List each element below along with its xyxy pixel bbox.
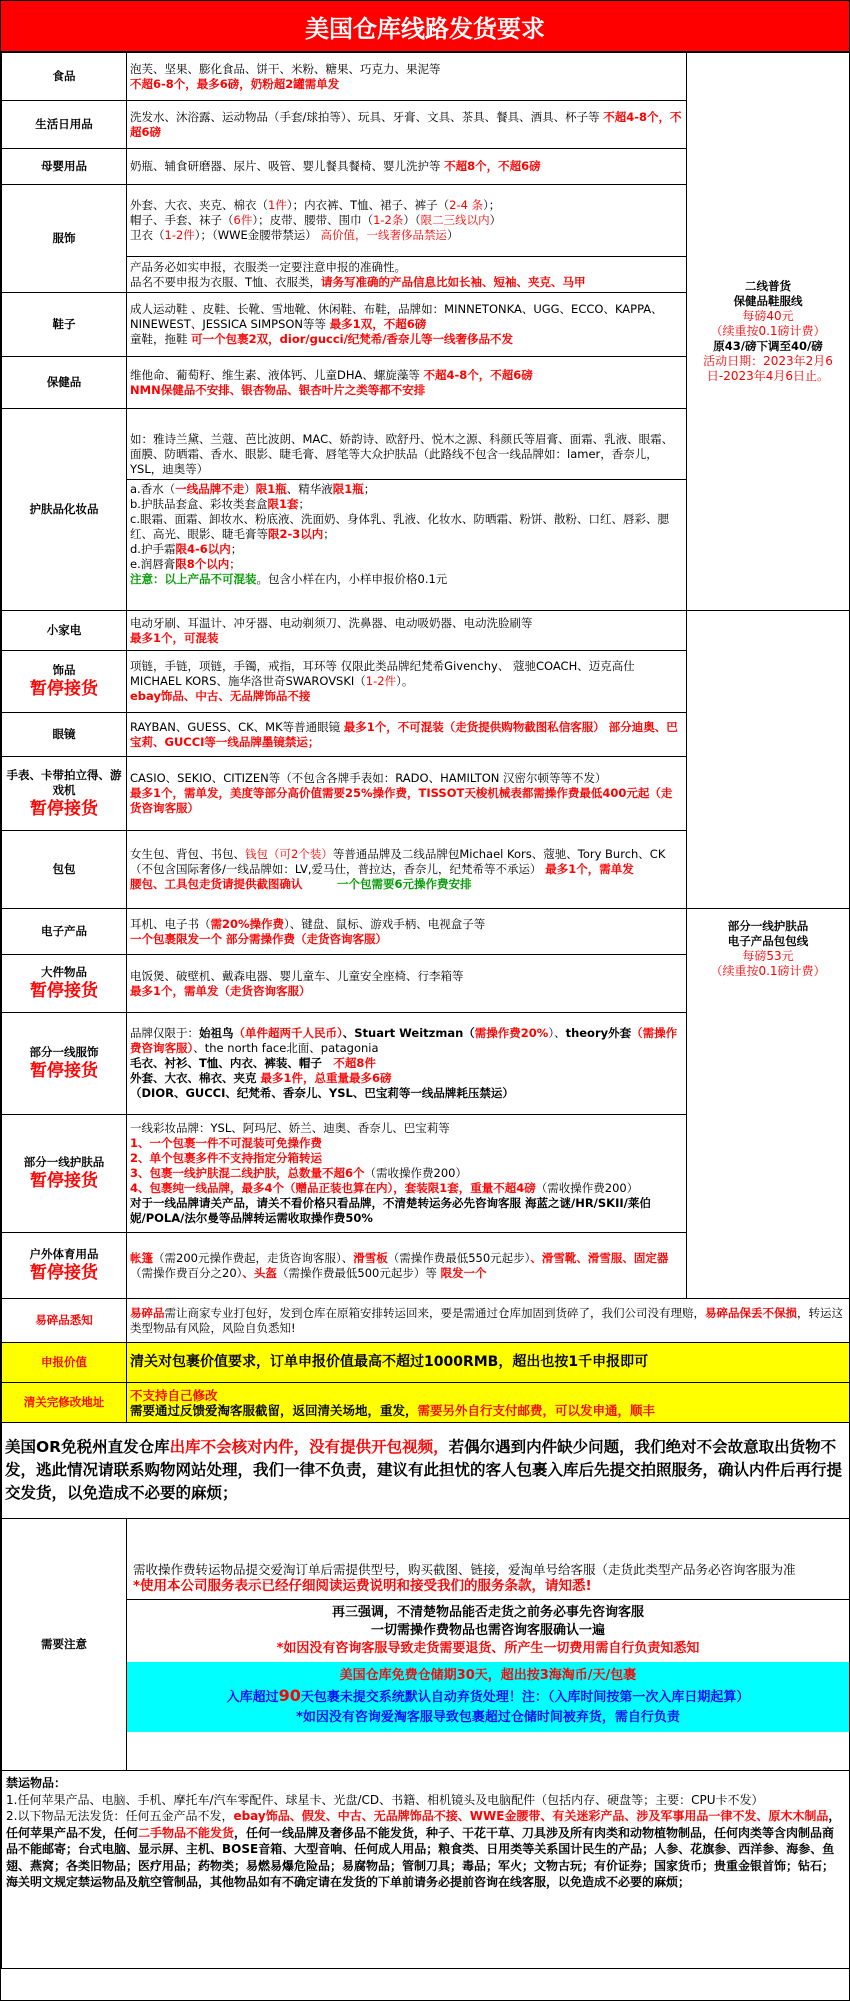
row-electronics [2,909,850,955]
jewelry-paused: 暂停接货 [30,679,98,699]
cat-fragile: 易碎品悉知 [2,1299,127,1343]
food-items: 泡芙、坚果、膨化食品、饼干、米粉、糖果、巧克力、果泥等 [130,61,441,76]
daily-items: 洗发水、沐浴露、运动物品（手套/球拍等）、玩具、牙膏、文具、茶具、餐具、酒具、杯子等 [130,109,604,124]
desc-daily [127,101,687,149]
requirements-table [1,52,850,1969]
desc-skin: 如：雅诗兰黛、兰蔻、芭比波朗、MAC、娇韵诗、欧舒丹、悦木之源、科颜氏等眉膏、面霜、乳液、眼霜、面膜、防晒霜、香水、眼影、睫毛膏、唇笔等大众护肤品（此路线不包含一线品牌如：lamer，香奈儿，YSL，迪奥等） a.香水（一线品牌不走）限1瓶、精华液限1瓶； b.护肤品套盒、彩妆类套盒限1套； c.眼霜、面霜、卸妆水、粉底液、洗面奶、身体乳、乳液、化妆水、防晒霜、粉饼、散粉、口红、唇彩、腮红、高光、眼影、睫毛膏等限2-3以内； d.护手霜限4-6以内； e.润唇膏限8个以内； 注意：以上产品不可混装。包含小样在内，小样申报价格0.1元 [127,409,687,611]
desc-change-address: 不支持自己修改 需要通过反馈爱淘客服截留，返回清关场地，重发，需要另外自行支付邮费，可以发申通，顺丰 [127,1383,850,1423]
attention-content: 需收操作费转运物品提交爱淘订单后需提供型号，购买截图、链接，爱淘单号给客服（走货此类型产品务必咨询客服为准 *使用本公司服务表示已经仔细阅读运费说明和接受我们的服务条款，请知悉! 再三强调，不清楚物品能否走货之前务必事先咨询客服 一切需操作费物品也需咨询客服确认一遍 *如因没有咨询客服导致走货需要退货、所产生一切费用需自行负责知悉知 美国仓库免费仓储期30天，超出按3海淘币/天/包裹 入库超过90天包裹未提交系统默认自动弃货处理！注：（入库时间按第一次入库日期起算） *如因没有咨询爱淘客服导致包裹超过仓储时间被弃货，需自行负责 [127,1519,850,1771]
attention-label: 需要注意 [2,1519,127,1771]
row-watch [2,757,850,831]
route1-price: 每磅40元 [742,309,794,323]
desc-glasses: RAYBAN、GUESS、CK、MK等普通眼镜 最多1个，不可混装（走货提供购物截图私信客服） 部分迪奥、巴宝莉、GUCCI等一线品牌墨镜禁运； [127,713,687,757]
route3-weight-note: （续重按0.1磅计费） [710,964,826,978]
route1-promo-date: 活动日期：2023年2月6日-2023年4月6日止。 [703,354,833,383]
cat-lux-clothes: 部分一线服饰 暂停接货 [2,1013,127,1115]
row-attention [2,1519,850,1771]
row-change-address [2,1383,850,1423]
daily-limit: 不超4-8个，不超6磅 [130,109,682,139]
cat-large: 大件物品 暂停接货 [2,955,127,1013]
watch-paused: 暂停接货 [30,798,98,819]
row-banned [2,1771,850,1969]
desc-appliance: 电动牙刷、耳温计、冲牙器、电动剃须刀、洗鼻器、电动吸奶器、电动洗脸刷等 最多1个，可混装 [127,611,687,651]
lux-clothes-paused: 暂停接货 [30,1061,98,1081]
route3-title2: 电子产品包包线 [727,934,809,948]
row-appliance [2,611,850,651]
cat-daily: 生活日用品 [2,101,127,149]
cat-glasses: 眼镜 [2,713,127,757]
row-bag [2,831,850,909]
banned-items: 禁运物品： 1.任何苹果产品、电脑、手机、摩托车/汽车零配件、球星卡、光盘/CD、书籍、相机镜头及电脑配件（包括内存、硬盘等；主要：CPU卡不发） 2.以下物品无法发货：任何五金产品不发，ebay饰品、假发、中古、无品牌饰品不接、WWE金腰带、有关迷彩产品、涉及军事用品一律不发、原木木制品，任何苹果产品不发，任何二手物品不能发货，任何一线品牌及奢侈品不能发货，种子、干花干草、刀具涉及所有肉类和动物植物制品，任何肉类等含肉制品商品不能邮寄；台式电脑、显示屏、主机、BOSE音箱、大型音响、任何成人用品；粮食类、日用类等关系国计民生的产品；人参、花旗参、西洋参、海参、鱼翅、燕窝；各类旧物品；医疗用品；药物类；易燃易爆危险品；易腐物品；管制刀具；毒品；军火；文物古玩；有价证券；国家货币；贵重金银首饰；钻石；海关明文规定禁运物品及航空管制品，其他物品如有不确定请在发货的下单前请务必提前咨询在线客服，以免造成不必要的麻烦； [2,1771,850,1969]
cat-baby: 母婴用品 [2,149,127,185]
row-jewelry [2,651,850,713]
route-box-3 [687,909,850,1299]
cat-shoes: 鞋子 [2,293,127,357]
desc-large: 电饭煲、破壁机、戴森电器、婴儿童车、儿童安全座椅、行李箱等 最多1个，需单发（走货咨询客服） [127,955,687,1013]
row-notice [2,1423,850,1519]
cat-declare: 申报价值 [2,1343,127,1383]
desc-bag: 女生包、背包、书包、钱包（可2个装）等普通品牌及二线品牌包Michael Kors、蔻驰、Tory Burch、CK（不包含国际奢侈/一线品牌如：LV,爱马仕，普拉达，香奈儿，纪梵希等不承运） 最多1个，需单发 腰包、工具包走货请提供截图确认 一个包需要6元操作费安排 [127,831,687,909]
row-declare [2,1343,850,1383]
cat-clothes: 服饰 [2,185,127,293]
large-paused: 暂停接货 [30,981,98,1001]
desc-shoes: 成人运动鞋 、皮鞋、长靴、雪地靴、休闲鞋、布鞋，品牌如：MINNETONKA、UGG、ECCO、KAPPA、NINEWEST、JESSICA SIMPSON等等 最多1双，不超6磅 童鞋，拖鞋 可一个包裹2双，dior/gucci/纪梵希/香奈儿等一线奢侈品不发 [127,293,687,357]
row-food [2,53,850,101]
cat-electronics: 电子产品 [2,909,127,955]
lux-skin-paused: 暂停接货 [30,1171,98,1191]
desc-lux-clothes: 品牌仅限于：始祖鸟（单件超两千人民币）、Stuart Weitzman（需操作费20%）、theory外套（需操作费咨询客服）、the north face北面、patagonia 毛衣、衬衫、T恤、内衣、裤装、帽子 不超8件 外套、大衣、棉衣、夹克 最多1件，总重量最多6磅 （DIOR、GUCCI、纪梵希、香奈儿、YSL、巴宝莉等一线品牌耗压禁运） [127,1013,687,1115]
cat-food: 食品 [2,53,127,101]
desc-watch: CASIO、SEKIO、CITIZEN等（不包含各牌手表如：RADO、HAMILTON 汉密尔顿等等不发） 最多1个，需单发，美度等部分高价值需要25%操作费，TISSOT天梭机械表都需操作费最低400元起（走货咨询客服） [127,757,687,831]
cat-health: 保健品 [2,357,127,409]
cat-skin: 护肤品化妆品 [2,409,127,611]
baby-items: 奶瓶、辅食研磨器、尿片、吸管、婴儿餐具餐椅、婴儿洗护等 [130,159,445,173]
desc-food [127,53,687,101]
desc-outdoor: 帐篷（需200元操作费起，走货咨询客服）、滑雪板（需操作费最低550元起步）、滑雪靴、滑雪服、固定器（需操作费百分之20）、头盔（需操作费最低500元起步）等 限发一个 [127,1233,687,1299]
page-title: 美国仓库线路发货要求 [1,1,849,52]
route1-discount: 原43/磅下调至40/磅 [713,339,823,353]
cat-bag: 包包 [2,831,127,909]
route3-title1: 部分一线护肤品 [727,919,809,933]
row-glasses [2,713,850,757]
route1-weight-note: （续重按0.1磅计费） [710,324,826,338]
cat-watch: 手表、卡带拍立得、游戏机 暂停接货 [2,757,127,831]
cat-outdoor: 户外体育用品 暂停接货 [2,1233,127,1299]
route-box-1 [687,53,850,611]
desc-baby [127,149,687,185]
food-limit: 不超6-8个，最多6磅，奶粉超2罐需单发 [130,76,340,91]
clothes-declare-note: 产品务必如实申报，衣服类一定要注意申报的准确性。 品名不要申报为衣服、T恤、衣服类，请务写准确的产品信息比如长袖、短袖、夹克、马甲 [127,257,687,293]
cat-jewelry: 饰品 暂停接货 [2,651,127,713]
baby-limit: 不超8个，不超6磅 [444,159,541,173]
desc-clothes: 外套、大衣、夹克、棉衣（1件）；内衣裤、T恤、裙子、裤子（2-4 条）； 帽子、手套、袜子（6件）；皮带、腰带、围巾（1-2条）（限二三线以内） 卫衣（1-2件）；（WWE金腰带禁运） 高价值，一线奢侈品禁运） [127,185,687,257]
route1-title2: 保健品鞋服线 [733,294,803,308]
cat-lux-skin: 部分一线护肤品 暂停接货 [2,1115,127,1233]
warehouse-notice: 美国OR免税州直发仓库出库不会核对内件，没有提供开包视频，若偶尔遇到内件缺少问题，我们绝对不会故意取出货物不发，逃此情况请联系购物网站处理，我们一律不负责，建议有此担忧的客人包裹入库后先提交拍照服务，确认内件后再行提交发货，以免造成不必要的麻烦； [2,1423,850,1519]
desc-jewelry: 项链，手链，项链，手镯，戒指，耳环等 仅限此类品牌纪梵希Givenchy、 蔻驰COACH、迈克高仕MICHAEL KORS、施华洛世奇SWAROVSKI（1-2件）。 ebay饰品、中古、无品牌饰品不接 [127,651,687,713]
route3-price: 每磅53元 [742,949,794,963]
row-fragile [2,1299,850,1343]
desc-declare: 清关对包裹价值要求，订单申报价值最高不超过1000RMB，超出也按1千申报即可 [127,1343,850,1383]
route1-title1: 二线普货 [745,279,791,293]
desc-lux-skin: 一线彩妆品牌：YSL、阿玛尼、娇兰、迪奥、香奈儿、巴宝莉等 1、一个包裹一件不可混装可免操作费 2、单个包裹多件不支持指定分箱转运 3、包裹一线护肤混二线护肤，总数量不超6个（需收操作费200） 4、包裹纯一线品牌，最多4个（赠品正装也算在内），套装限1套，重量不超4磅（需收操作费200） 对于一线品牌请关产品，请关不看价格只看品牌，不清楚转运务必先咨询客服 海蓝之谜/HR/SKII/莱伯妮/POLA/法尔曼等品牌转运需收取操作费50% [127,1115,687,1233]
desc-health: 维他命、葡萄籽、维生素、液体钙、儿童DHA、螺旋藻等 不超4-8个，不超6磅 NMN保健品不安排、银杏物品、银杏叶片之类等都不安排 [127,357,687,409]
cat-change-address: 清关完修改地址 [2,1383,127,1423]
outdoor-paused: 暂停接货 [30,1263,98,1283]
desc-fragile: 易碎品需让商家专业打包好，发到仓库在原箱安排转运回来，要是需通过仓库加固到货碎了，我们公司没有理赔，易碎品保丢不保损，转运这类型物品有风险，风险自负悉知! [127,1299,850,1343]
cat-appliance: 小家电 [2,611,127,651]
desc-electronics: 耳机、电子书（需20%操作费）、键盘、鼠标、游戏手柄、电视盒子等 一个包裹限发一个 部分需操作费（走货咨询客服） [127,909,687,955]
